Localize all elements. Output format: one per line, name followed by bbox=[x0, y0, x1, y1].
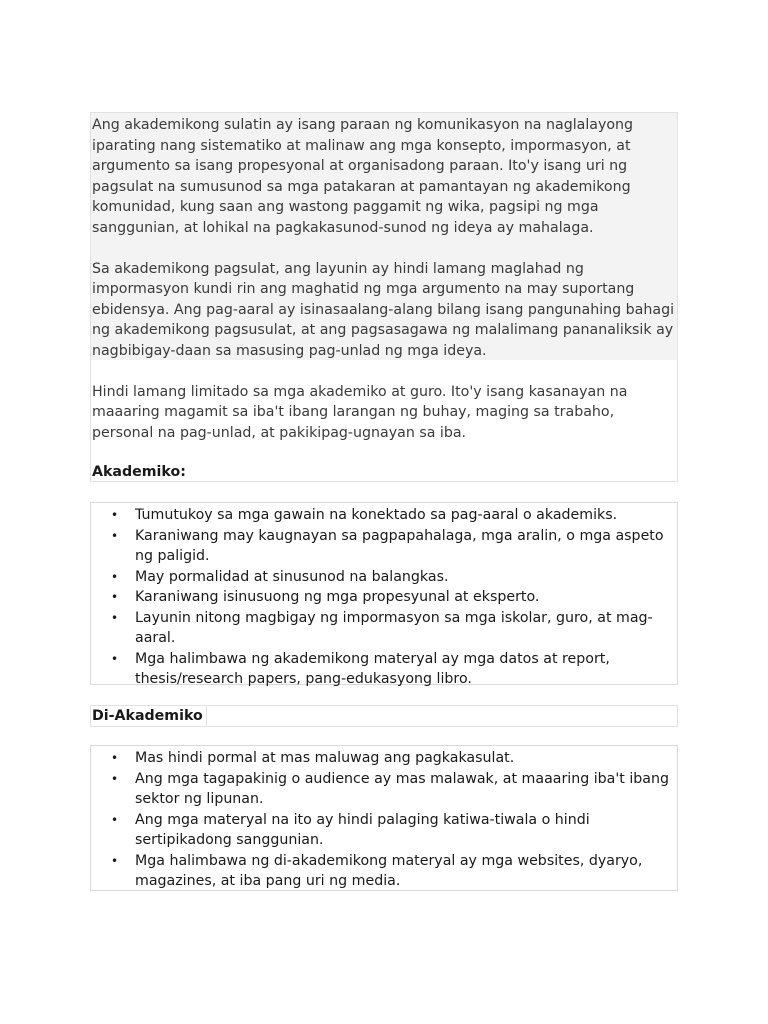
list-item: • Karaniwang may kaugnayan sa pagpapahalaga, mga aralin, o mga aspeto ng paligid. bbox=[111, 527, 664, 564]
intro-paragraph-2: Sa akademikong pagsulat, ang layunin ay hindi lamang maglahad ng impormasyon kundi rin ang maghatid ng mga argumento na may suportang ebidensya. Ang pag-aaral ay isinasaalang-alang bilang isang pangunahing bahagi ng akademikong pagsusulat, at ang pagsasagawa ng malalimang pananaliksik ay nagbibigay-daan sa masusing pag-unlad ng mga ideya. bbox=[92, 260, 675, 359]
list-item: • May pormalidad at sinusunod na balangkas. bbox=[91, 567, 677, 588]
list-item: • Mas hindi pormal at mas maluwag ang pagkakasulat. bbox=[91, 748, 677, 769]
list-item: • Layunin nitong magbigay ng impormasyon sa mga iskolar, guro, at mag-aaral. bbox=[111, 609, 653, 646]
bullet-icon: • bbox=[111, 651, 119, 666]
bullet-icon: • bbox=[111, 812, 119, 827]
bullet-icon: • bbox=[111, 771, 119, 786]
intro-section bbox=[90, 112, 678, 482]
bullet-icon: • bbox=[111, 569, 119, 584]
intro-text bbox=[91, 115, 677, 464]
bullet-icon: • bbox=[111, 508, 119, 522]
intro-paragraph-3: Hindi lamang limitado sa mga akademiko at guro. Ito'y isang kasanayan na maaaring magamit sa iba't ibang larangan ng buhay, maging sa trabaho, personal na pag-unlad, at pakikipag-ugnayan sa iba. bbox=[92, 383, 628, 441]
di-akademiko-list bbox=[90, 745, 678, 891]
bullet-icon: • bbox=[111, 590, 119, 604]
list-item: • Mga halimbawa ng akademikong materyal ay mga datos at report, thesis/research papers, pang-edukasyong libro. bbox=[111, 650, 610, 687]
akademiko-heading: Akademiko: bbox=[92, 464, 186, 480]
bullet-icon: • bbox=[111, 610, 119, 625]
list-item: • Mga halimbawa ng di-akademikong materyal ay mga websites, dyaryo, magazines, at iba pang uri ng media. bbox=[111, 852, 643, 889]
bullet-icon: • bbox=[111, 751, 119, 765]
bullet-icon: • bbox=[111, 528, 119, 543]
akademiko-list bbox=[90, 502, 678, 685]
intro-paragraph-1: Ang akademikong sulatin ay isang paraan ng komunikasyon na naglalayong iparating nang sistematiko at malinaw ang mga konsepto, impormasyon, at argumento sa isang propesyonal at organisadong paraan. Ito'y isang uri ng pagsulat na sumusunod sa mga patakaran at pamantayan ng akademikong komunidad, kung saan ang wastong paggamit ng wika, pagsipi ng mga sanggunian, at lohikal na pagkakasunod-sunod ng ideya ay mahalaga. bbox=[92, 117, 634, 236]
di-akademiko-heading-row bbox=[90, 705, 678, 727]
list-item: • Karaniwang isinusuong ng mga propesyunal at eksperto. bbox=[91, 587, 677, 608]
list-item: • Tumutukoy sa mga gawain na konektado sa pag-aaral o akademiks. bbox=[91, 505, 677, 526]
list-item: • Ang mga tagapakinig o audience ay mas malawak, at maaaring iba't ibang sektor ng lipunan. bbox=[111, 770, 669, 807]
list-item: • Ang mga materyal na ito ay hindi palaging katiwa-tiwala o hindi sertipikadong sanggunian. bbox=[111, 811, 590, 848]
bullet-icon: • bbox=[111, 853, 119, 868]
di-akademiko-heading: Di-Akademiko bbox=[92, 706, 207, 726]
